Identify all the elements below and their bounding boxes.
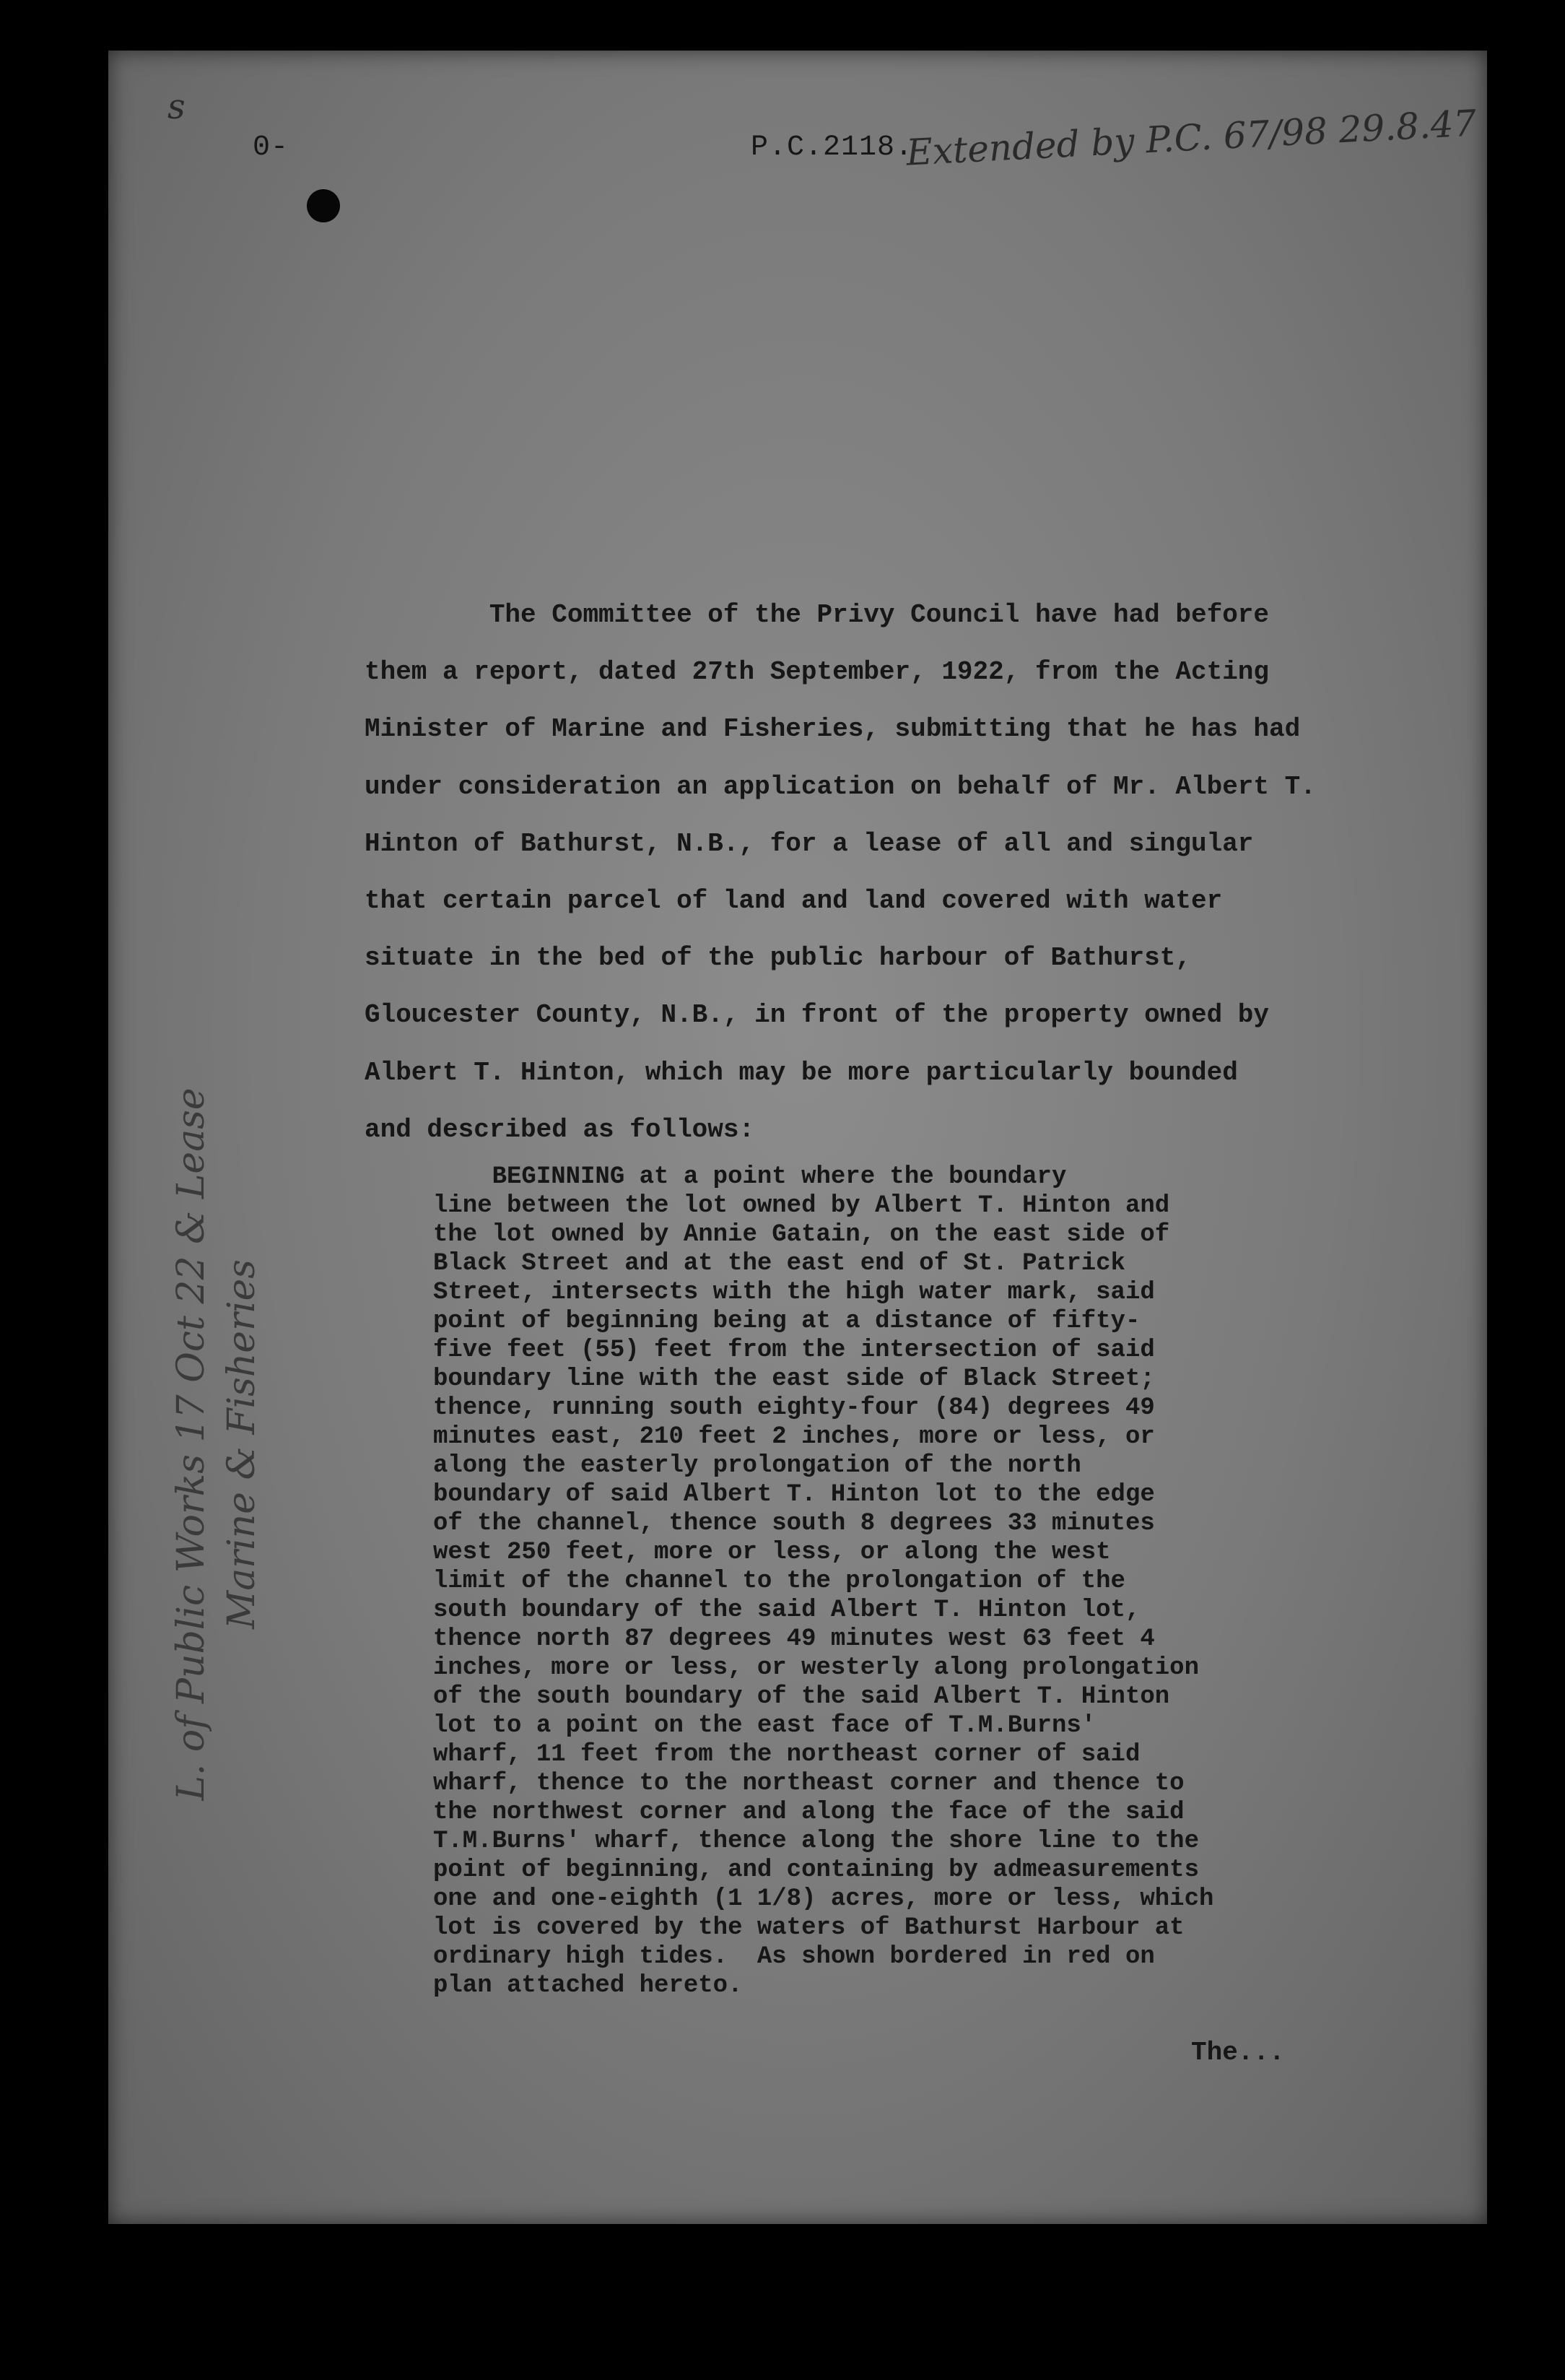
opening-line: situate in the bed of the public harbour of Bathurst, xyxy=(365,943,1191,973)
description-line: five feet (55) feet from the intersection of said xyxy=(433,1337,1155,1364)
description-line: boundary line with the east side of Black Street; xyxy=(433,1365,1155,1393)
description-line: the lot owned by Annie Gatain, on the east side of xyxy=(433,1221,1170,1248)
description-line: BEGINNING at a point where the boundary xyxy=(433,1163,1067,1191)
description-line: of the channel, thence south 8 degrees 33 minutes xyxy=(433,1510,1155,1537)
continuation-marker: The... xyxy=(1191,2038,1285,2067)
description-line: of the south boundary of the said Albert T. Hinton xyxy=(433,1683,1170,1711)
description-line: minutes east, 210 feet 2 inches, more or less, or xyxy=(433,1423,1155,1451)
page-mark: 0- xyxy=(253,131,289,164)
order-number: P.C.2118. xyxy=(751,131,914,164)
opening-line: Albert T. Hinton, which may be more particularly bounded xyxy=(365,1057,1238,1087)
description-line: the northwest corner and along the face of the said xyxy=(433,1799,1185,1826)
description-line: plan attached hereto. xyxy=(433,1972,743,1999)
description-line: point of beginning, and containing by admeasurements xyxy=(433,1856,1199,1884)
description-line: south boundary of the said Albert T. Hinton lot, xyxy=(433,1597,1141,1624)
description-line: T.M.Burns' wharf, thence along the shore line to the xyxy=(433,1828,1199,1855)
description-line: wharf, thence to the northeast corner and thence to xyxy=(433,1770,1185,1797)
description-line: ordinary high tides. As shown bordered in red on xyxy=(433,1943,1155,1971)
description-line: along the easterly prolongation of the north xyxy=(433,1452,1081,1480)
opening-line: that certain parcel of land and land covered with water xyxy=(365,886,1223,916)
opening-line: Hinton of Bathurst, N.B., for a lease of all and singular xyxy=(365,828,1254,859)
description-line: Street, intersects with the high water mark, said xyxy=(433,1279,1155,1306)
description-line: lot to a point on the east face of T.M.Burns' xyxy=(433,1712,1097,1740)
handwritten-margin-note xyxy=(166,1087,267,1800)
opening-line: Gloucester County, N.B., in front of the property owned by xyxy=(365,1000,1270,1030)
opening-line: them a report, dated 27th September, 1922, from the Acting xyxy=(365,657,1270,687)
opening-line: The Committee of the Privy Council have had before xyxy=(365,600,1270,630)
description-line: Black Street and at the east end of St. Patrick xyxy=(433,1250,1125,1277)
opening-line: under consideration an application on behalf of Mr. Albert T. xyxy=(365,771,1316,802)
description-line: limit of the channel to the prolongation of the xyxy=(433,1568,1125,1595)
description-line: thence, running south eighty-four (84) degrees 49 xyxy=(433,1394,1155,1422)
opening-line: and described as follows: xyxy=(365,1114,755,1145)
punch-hole xyxy=(307,189,340,222)
opening-line: Minister of Marine and Fisheries, submitting that he has had xyxy=(365,714,1301,744)
land-description xyxy=(433,1163,1372,2000)
margin-note-line: L. of Public Works 17 Oct 22 & Lease xyxy=(170,1087,213,1801)
description-line: lot is covered by the waters of Bathurst Harbour at xyxy=(433,1914,1185,1942)
corner-scribble: s xyxy=(167,87,186,127)
description-line: line between the lot owned by Albert T. Hinton and xyxy=(433,1192,1170,1220)
description-line: boundary of said Albert T. Hinton lot to the edge xyxy=(433,1481,1155,1508)
description-line: one and one-eighth (1 1/8) acres, more or less, which xyxy=(433,1885,1214,1913)
description-line: west 250 feet, more or less, or along the west xyxy=(433,1539,1111,1566)
margin-note-line: Marine & Fisheries xyxy=(220,1259,263,1629)
opening-paragraph xyxy=(365,586,1397,1158)
description-line: point of beginning being at a distance of fifty- xyxy=(433,1308,1141,1335)
description-line: inches, more or less, or westerly along prolongation xyxy=(433,1654,1199,1682)
description-line: wharf, 11 feet from the northeast corner of said xyxy=(433,1741,1141,1768)
handwritten-extension-note: Extended by P.C. 67/98 29.8.47 xyxy=(905,102,1478,174)
description-line: thence north 87 degrees 49 minutes west 63 feet 4 xyxy=(433,1625,1155,1653)
